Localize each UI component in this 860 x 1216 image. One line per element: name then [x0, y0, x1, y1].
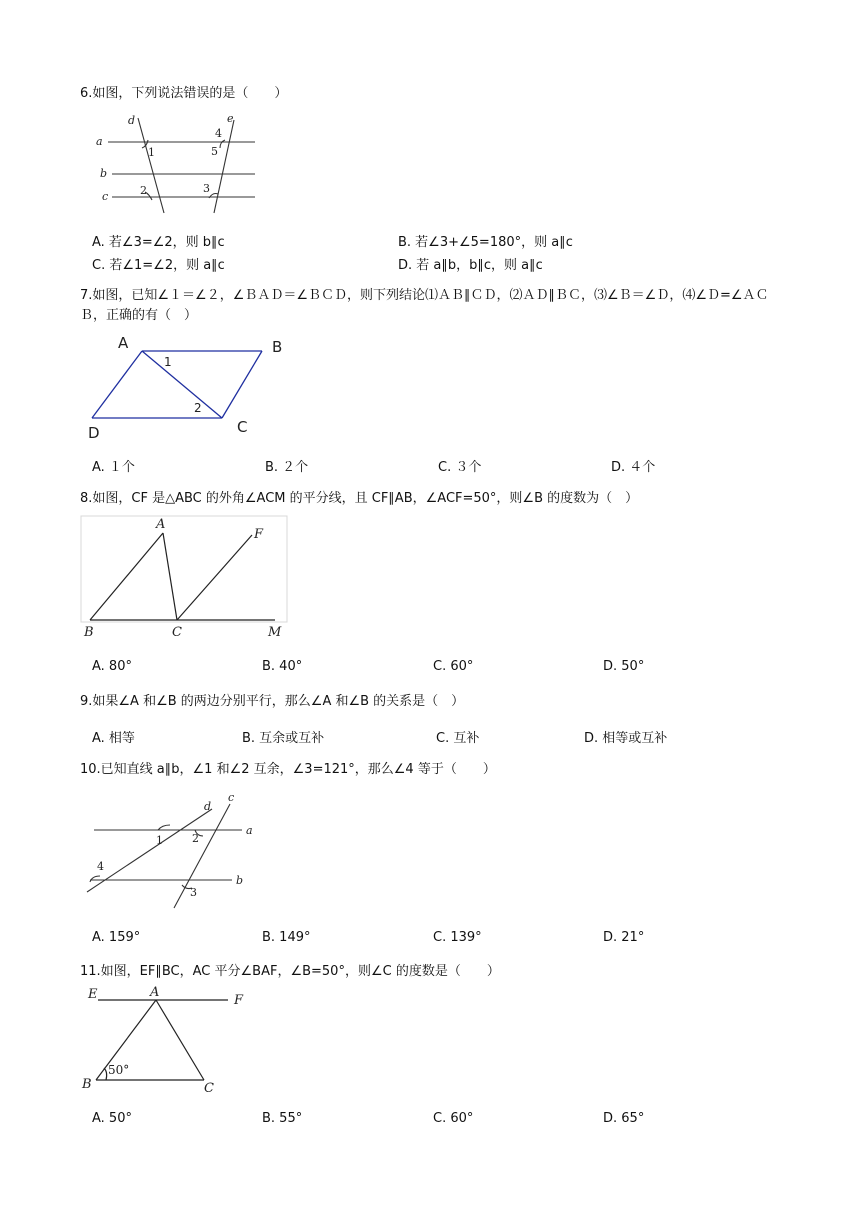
question-11-stem: 11.如图，EF∥BC，AC 平分∠BAF，∠B=50°，则∠C 的度数是（ ） [80, 964, 500, 979]
fig6-label-2: 2 [140, 184, 147, 197]
fig11-label-B: B [82, 1077, 92, 1092]
question-9-option-a[interactable]: A. 相等 [92, 731, 135, 746]
question-8-option-c[interactable]: C. 60° [433, 659, 474, 674]
fig7-label-D: D [88, 424, 100, 442]
fig6-label-5: 5 [211, 145, 218, 158]
fig10-label-3: 3 [190, 886, 197, 899]
question-8-option-d[interactable]: D. 50° [603, 659, 645, 674]
fig7-label-1: 1 [164, 355, 172, 369]
question-7-option-b[interactable]: B. ２个 [265, 460, 309, 475]
question-6-stem: 6.如图，下列说法错误的是（ ） [80, 86, 288, 101]
fig7-label-C: C [237, 418, 248, 436]
question-7-option-d[interactable]: D. ４个 [611, 460, 656, 475]
question-7-option-c[interactable]: C. ３个 [438, 460, 482, 475]
question-8-stem: 8.如图，CF 是△ABC 的外角∠ACM 的平分线，且 CF∥AB，∠ACF=50°，则∠B 的度数为（ ） [80, 491, 639, 506]
question-6-option-d[interactable]: D. 若 a∥b，b∥c，则 a∥c [398, 258, 543, 273]
fig11-label-F: F [234, 993, 244, 1008]
fig6-label-4: 4 [215, 127, 222, 140]
question-11-option-b[interactable]: B. 55° [262, 1111, 303, 1126]
fig8-label-M: M [268, 625, 282, 640]
fig7-label-A: A [118, 334, 129, 352]
question-9-option-b[interactable]: B. 互余或互补 [242, 731, 325, 746]
fig8-label-B: B [84, 625, 94, 640]
fig6-label-e: e [227, 112, 234, 125]
question-8-option-b[interactable]: B. 40° [262, 659, 303, 674]
fig10-label-4: 4 [97, 860, 104, 873]
fig10-label-a: a [246, 824, 253, 837]
question-10-stem: 10.已知直线 a∥b，∠1 和∠2 互余，∠3=121°，那么∠4 等于（ ） [80, 762, 496, 777]
fig11-label-angle: 50° [108, 1063, 130, 1077]
question-10-option-d[interactable]: D. 21° [603, 930, 645, 945]
question-7-stem: 7.如图，已知∠１＝∠２，∠ＢＡＤ＝∠ＢＣＤ，则下列结论⑴ＡＢ∥ＣＤ，⑵ＡＤ∥ＢＣ，⑶∠Ｂ＝∠Ｄ，⑷∠Ｄ=∠ＡＣＢ，正确的有（ ） [80, 288, 769, 323]
fig10-label-b: b [236, 874, 244, 887]
fig8-label-F: F [254, 527, 264, 542]
question-6-option-c[interactable]: C. 若∠1=∠2，则 a∥c [92, 258, 225, 273]
question-9-stem: 9.如果∠A 和∠B 的两边分别平行，那么∠A 和∠B 的关系是（ ） [80, 694, 465, 709]
fig6-label-c: c [102, 190, 109, 203]
question-6-option-b[interactable]: B. 若∠3+∠5=180°，则 a∥c [398, 235, 573, 250]
question-11-option-c[interactable]: C. 60° [433, 1111, 474, 1126]
fig10-label-1: 1 [156, 834, 163, 847]
fig7-label-2: 2 [194, 401, 202, 415]
question-10-option-a[interactable]: A. 159° [92, 930, 141, 945]
question-11-option-a[interactable]: A. 50° [92, 1111, 132, 1126]
fig11-label-A: A [150, 985, 160, 1000]
fig8-label-C: C [172, 625, 182, 640]
question-10-option-b[interactable]: B. 149° [262, 930, 311, 945]
fig10-label-c: c [228, 791, 235, 804]
fig6-label-3: 3 [203, 182, 210, 195]
question-11-option-d[interactable]: D. 65° [603, 1111, 645, 1126]
question-6-figure [90, 110, 270, 220]
fig6-label-1: 1 [148, 146, 155, 159]
question-6-option-a[interactable]: A. 若∠3=∠2，则 b∥c [92, 235, 225, 250]
question-9-option-c[interactable]: C. 互补 [436, 731, 480, 746]
fig11-label-E: E [88, 987, 98, 1002]
question-8-option-a[interactable]: A. 80° [92, 659, 132, 674]
question-7-option-a[interactable]: A. １个 [92, 460, 135, 475]
question-9-option-d[interactable]: D. 相等或互补 [584, 731, 668, 746]
fig6-label-a: a [96, 135, 103, 148]
fig10-label-2: 2 [192, 832, 199, 845]
question-10-figure [82, 790, 267, 912]
fig6-label-b: b [100, 167, 108, 180]
fig11-label-C: C [204, 1081, 214, 1096]
fig8-label-A: A [156, 517, 166, 532]
question-8-figure [80, 512, 295, 644]
fig10-label-d: d [204, 800, 212, 813]
fig6-label-d: d [128, 114, 136, 127]
question-7-figure [82, 330, 282, 442]
question-11-figure [80, 984, 260, 1096]
fig7-label-B: B [272, 338, 282, 356]
question-10-option-c[interactable]: C. 139° [433, 930, 482, 945]
